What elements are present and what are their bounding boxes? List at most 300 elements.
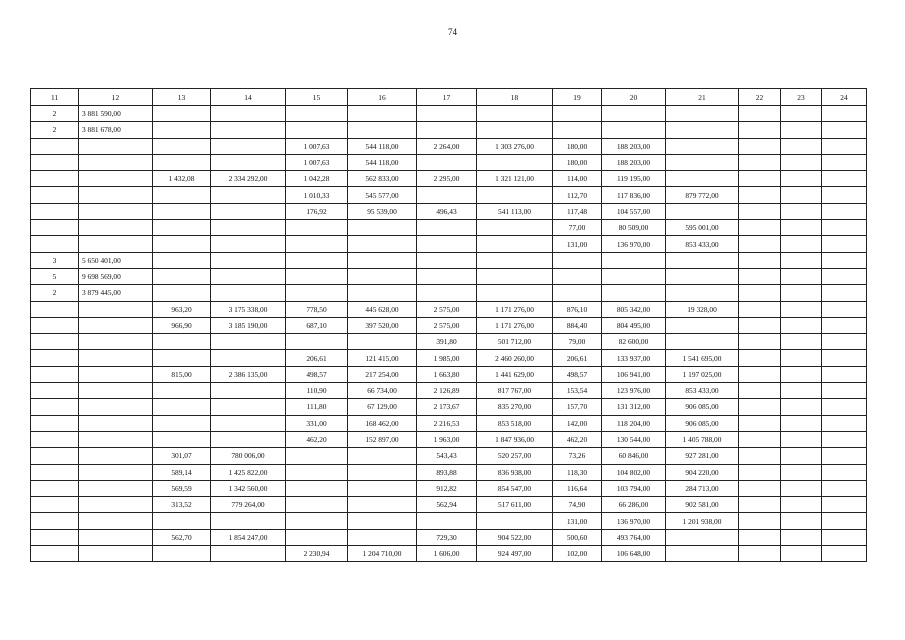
- table-cell: [153, 203, 211, 219]
- table-cell: 496,43: [417, 203, 477, 219]
- table-cell: [31, 138, 79, 154]
- table-cell: 562,70: [153, 529, 211, 545]
- table-cell: [348, 497, 417, 513]
- table-cell: [822, 106, 867, 122]
- table-cell: [286, 464, 348, 480]
- table-cell: [31, 513, 79, 529]
- table-cell: [348, 220, 417, 236]
- table-cell: [286, 334, 348, 350]
- table-cell: [153, 513, 211, 529]
- table-cell: [31, 399, 79, 415]
- table-cell: [781, 122, 822, 138]
- table-cell: 817 767,00: [477, 383, 553, 399]
- table-cell: [781, 334, 822, 350]
- table-cell: 562,94: [417, 497, 477, 513]
- table-cell: [348, 334, 417, 350]
- table-cell: [79, 236, 153, 252]
- table-cell: [739, 415, 781, 431]
- table-cell: [822, 220, 867, 236]
- table-cell: 779 264,00: [211, 497, 286, 513]
- table-cell: [79, 301, 153, 317]
- table-cell: 1 985,00: [417, 350, 477, 366]
- table-cell: 180,00: [553, 138, 602, 154]
- table-cell: 153,54: [553, 383, 602, 399]
- table-cell: [602, 106, 666, 122]
- table-cell: [211, 187, 286, 203]
- table-cell: [286, 106, 348, 122]
- table-cell: 114,00: [553, 171, 602, 187]
- table-cell: [79, 529, 153, 545]
- table-cell: 1 663,80: [417, 366, 477, 382]
- table-cell: [602, 268, 666, 284]
- column-header: 18: [477, 89, 553, 106]
- table-cell: 119 195,00: [602, 171, 666, 187]
- table-cell: 284 713,00: [666, 480, 739, 496]
- table-cell: 1 342 560,00: [211, 480, 286, 496]
- table-cell: [739, 448, 781, 464]
- table-cell: 3 175 338,00: [211, 301, 286, 317]
- table-cell: [31, 203, 79, 219]
- table-cell: [822, 236, 867, 252]
- table-cell: [602, 252, 666, 268]
- column-header: 12: [79, 89, 153, 106]
- table-cell: [79, 350, 153, 366]
- table-cell: [31, 383, 79, 399]
- table-cell: 1 204 710,00: [348, 546, 417, 562]
- table-cell: [781, 464, 822, 480]
- table-cell: [79, 415, 153, 431]
- table-cell: [781, 268, 822, 284]
- table-cell: 118,30: [553, 464, 602, 480]
- table-cell: 176,92: [286, 203, 348, 219]
- table-cell: [739, 138, 781, 154]
- table-cell: 2 126,89: [417, 383, 477, 399]
- table-cell: [822, 399, 867, 415]
- table-cell: [822, 415, 867, 431]
- table-cell: [822, 122, 867, 138]
- table-cell: 500,60: [553, 529, 602, 545]
- table-cell: [739, 350, 781, 366]
- table-cell: 3 879 445,00: [79, 285, 153, 301]
- table-cell: [211, 106, 286, 122]
- table-row: [31, 350, 867, 366]
- table-cell: [79, 154, 153, 170]
- table-cell: 397 520,00: [348, 317, 417, 333]
- table-cell: [739, 399, 781, 415]
- table-row: [31, 171, 867, 187]
- table-cell: [781, 106, 822, 122]
- table-cell: [153, 350, 211, 366]
- column-header: 19: [553, 89, 602, 106]
- table-cell: 131,00: [553, 236, 602, 252]
- table-cell: [211, 513, 286, 529]
- table-cell: [153, 285, 211, 301]
- table-row: [31, 529, 867, 545]
- table-cell: [286, 513, 348, 529]
- table-cell: 180,00: [553, 154, 602, 170]
- table-cell: [31, 171, 79, 187]
- table-cell: [553, 122, 602, 138]
- table-row: [31, 383, 867, 399]
- table-cell: 67 129,00: [348, 399, 417, 415]
- table-cell: [153, 383, 211, 399]
- table-cell: 1 171 276,00: [477, 317, 553, 333]
- table-cell: [666, 154, 739, 170]
- table-cell: 301,07: [153, 448, 211, 464]
- table-row: [31, 546, 867, 562]
- table-cell: [31, 415, 79, 431]
- table-cell: 815,00: [153, 366, 211, 382]
- table-cell: [781, 431, 822, 447]
- table-cell: [31, 317, 79, 333]
- table-cell: [666, 268, 739, 284]
- table-cell: 104 802,00: [602, 464, 666, 480]
- table-cell: 9 698 569,00: [79, 268, 153, 284]
- table-row: [31, 334, 867, 350]
- table-cell: 2 264,00: [417, 138, 477, 154]
- table-cell: [666, 122, 739, 138]
- table-cell: [31, 480, 79, 496]
- table-cell: [211, 399, 286, 415]
- table-cell: [348, 106, 417, 122]
- table-cell: [348, 513, 417, 529]
- data-table: [30, 88, 867, 562]
- table-cell: [153, 268, 211, 284]
- table-cell: [739, 546, 781, 562]
- table-cell: 902 581,00: [666, 497, 739, 513]
- table-cell: [286, 497, 348, 513]
- table-cell: [602, 122, 666, 138]
- table-cell: 445 628,00: [348, 301, 417, 317]
- table-cell: [822, 301, 867, 317]
- table-cell: [781, 154, 822, 170]
- table-cell: 2 334 292,00: [211, 171, 286, 187]
- table-cell: [31, 546, 79, 562]
- table-cell: 569,59: [153, 480, 211, 496]
- column-header: 13: [153, 89, 211, 106]
- table-cell: [79, 171, 153, 187]
- table-cell: [286, 529, 348, 545]
- table-cell: [31, 334, 79, 350]
- table-cell: [31, 464, 79, 480]
- table-cell: 168 462,00: [348, 415, 417, 431]
- table-cell: [822, 366, 867, 382]
- table-cell: [739, 317, 781, 333]
- table-cell: 778,50: [286, 301, 348, 317]
- table-cell: [153, 334, 211, 350]
- table-cell: 2: [31, 106, 79, 122]
- table-cell: [781, 383, 822, 399]
- table-cell: [211, 350, 286, 366]
- table-cell: [822, 171, 867, 187]
- table-cell: 1 321 121,00: [477, 171, 553, 187]
- table-cell: 1 606,00: [417, 546, 477, 562]
- table-cell: [739, 106, 781, 122]
- table-cell: 82 600,00: [602, 334, 666, 350]
- table-cell: [822, 252, 867, 268]
- table-cell: [822, 448, 867, 464]
- table-cell: [348, 236, 417, 252]
- table-cell: [477, 154, 553, 170]
- table-cell: [781, 203, 822, 219]
- table-cell: 876,10: [553, 301, 602, 317]
- table-cell: [153, 431, 211, 447]
- table-cell: 853 518,00: [477, 415, 553, 431]
- table-cell: [739, 431, 781, 447]
- table-cell: [477, 187, 553, 203]
- table-cell: 2 295,00: [417, 171, 477, 187]
- table-cell: [286, 122, 348, 138]
- table-cell: 1 303 276,00: [477, 138, 553, 154]
- table-cell: 391,80: [417, 334, 477, 350]
- table-cell: 498,57: [553, 366, 602, 382]
- table-cell: [666, 317, 739, 333]
- table-cell: 836 938,00: [477, 464, 553, 480]
- table-cell: 805 342,00: [602, 301, 666, 317]
- table-cell: [31, 187, 79, 203]
- table-cell: 206,61: [553, 350, 602, 366]
- table-row: [31, 220, 867, 236]
- table-row: [31, 366, 867, 382]
- column-header: 20: [602, 89, 666, 106]
- table-cell: [781, 171, 822, 187]
- table-cell: 152 897,00: [348, 431, 417, 447]
- table-cell: [822, 268, 867, 284]
- table-cell: [79, 220, 153, 236]
- table-cell: [739, 529, 781, 545]
- table-cell: [31, 529, 79, 545]
- table-cell: [666, 252, 739, 268]
- table-cell: [781, 220, 822, 236]
- table-cell: 543,43: [417, 448, 477, 464]
- table-cell: [153, 415, 211, 431]
- table-cell: [781, 301, 822, 317]
- table-cell: 95 539,00: [348, 203, 417, 219]
- column-header: 15: [286, 89, 348, 106]
- table-cell: 188 203,00: [602, 154, 666, 170]
- table-cell: [211, 383, 286, 399]
- table-cell: [211, 122, 286, 138]
- table-cell: 106 941,00: [602, 366, 666, 382]
- table-cell: 3 185 190,00: [211, 317, 286, 333]
- table-cell: [348, 480, 417, 496]
- table-cell: 1 441 629,00: [477, 366, 553, 382]
- table-cell: 206,61: [286, 350, 348, 366]
- table-cell: 517 611,00: [477, 497, 553, 513]
- table-cell: 2 460 260,00: [477, 350, 553, 366]
- table-cell: 123 976,00: [602, 383, 666, 399]
- table-cell: [477, 252, 553, 268]
- table-cell: [348, 252, 417, 268]
- table-cell: [666, 138, 739, 154]
- table-cell: [211, 220, 286, 236]
- table-cell: [79, 513, 153, 529]
- table-cell: [822, 497, 867, 513]
- table-cell: [781, 317, 822, 333]
- table-cell: [417, 220, 477, 236]
- table-cell: 74,90: [553, 497, 602, 513]
- table-cell: 104 557,00: [602, 203, 666, 219]
- table-cell: [79, 546, 153, 562]
- table-cell: 2 386 135,00: [211, 366, 286, 382]
- table-cell: 687,10: [286, 317, 348, 333]
- table-row: [31, 203, 867, 219]
- table-cell: [211, 415, 286, 431]
- column-header: 23: [781, 89, 822, 106]
- table-cell: [477, 268, 553, 284]
- table-cell: 217 254,00: [348, 366, 417, 382]
- table-cell: [348, 268, 417, 284]
- table-cell: 1 042,28: [286, 171, 348, 187]
- table-row: [31, 252, 867, 268]
- column-header: 22: [739, 89, 781, 106]
- table-cell: [739, 252, 781, 268]
- table-cell: 1 201 938,00: [666, 513, 739, 529]
- table-cell: [739, 497, 781, 513]
- table-cell: [79, 187, 153, 203]
- table-cell: [31, 301, 79, 317]
- table-cell: [153, 138, 211, 154]
- table-cell: [417, 236, 477, 252]
- table-cell: [666, 171, 739, 187]
- table-cell: [31, 366, 79, 382]
- table-cell: 5 650 401,00: [79, 252, 153, 268]
- table-cell: [739, 513, 781, 529]
- column-header: 24: [822, 89, 867, 106]
- table-cell: [79, 497, 153, 513]
- table-cell: [286, 480, 348, 496]
- table-row: [31, 236, 867, 252]
- table-cell: 966,90: [153, 317, 211, 333]
- table-cell: [781, 366, 822, 382]
- table-row: [31, 154, 867, 170]
- table-row: [31, 497, 867, 513]
- table-cell: [31, 350, 79, 366]
- table-row: [31, 106, 867, 122]
- table-cell: 2: [31, 122, 79, 138]
- table-cell: 19 328,00: [666, 301, 739, 317]
- table-cell: [211, 252, 286, 268]
- table-cell: [822, 431, 867, 447]
- table-cell: [739, 383, 781, 399]
- table-cell: 924 497,00: [477, 546, 553, 562]
- table-cell: [822, 334, 867, 350]
- table-cell: [477, 513, 553, 529]
- table-cell: [286, 268, 348, 284]
- table-cell: [739, 464, 781, 480]
- table-cell: 2 575,00: [417, 301, 477, 317]
- table-cell: 893,88: [417, 464, 477, 480]
- table-cell: [739, 334, 781, 350]
- table-cell: [477, 122, 553, 138]
- table-row: [31, 415, 867, 431]
- table-cell: [79, 464, 153, 480]
- table-row: [31, 399, 867, 415]
- table-cell: [348, 285, 417, 301]
- table-cell: [781, 415, 822, 431]
- table-cell: 493 764,00: [602, 529, 666, 545]
- table-cell: [781, 399, 822, 415]
- table-cell: [822, 464, 867, 480]
- table-cell: [153, 122, 211, 138]
- table-cell: 804 495,00: [602, 317, 666, 333]
- table-cell: [781, 529, 822, 545]
- table-cell: 1 197 025,00: [666, 366, 739, 382]
- table-cell: [79, 431, 153, 447]
- table-cell: 66 286,00: [602, 497, 666, 513]
- table-cell: 136 970,00: [602, 236, 666, 252]
- table-cell: [417, 187, 477, 203]
- column-header: 16: [348, 89, 417, 106]
- table-cell: [211, 203, 286, 219]
- table-cell: 1 007,63: [286, 138, 348, 154]
- table-cell: 157,70: [553, 399, 602, 415]
- table-cell: [739, 366, 781, 382]
- table-cell: 835 270,00: [477, 399, 553, 415]
- table-cell: [781, 350, 822, 366]
- table-cell: [739, 268, 781, 284]
- table-cell: [286, 236, 348, 252]
- table-cell: 545 577,00: [348, 187, 417, 203]
- table-cell: [211, 154, 286, 170]
- table-cell: [739, 236, 781, 252]
- table-cell: 1 963,00: [417, 431, 477, 447]
- table-cell: 118 204,00: [602, 415, 666, 431]
- table-cell: [822, 546, 867, 562]
- table-row: [31, 268, 867, 284]
- table-cell: 117,48: [553, 203, 602, 219]
- table-row: [31, 431, 867, 447]
- table-cell: 313,52: [153, 497, 211, 513]
- table-body: [31, 106, 867, 562]
- table-cell: [211, 138, 286, 154]
- table-cell: [781, 513, 822, 529]
- table-cell: [477, 106, 553, 122]
- table-cell: [417, 154, 477, 170]
- table-cell: [781, 285, 822, 301]
- table-cell: [553, 252, 602, 268]
- table-cell: [79, 448, 153, 464]
- table-cell: [477, 285, 553, 301]
- table-row: [31, 464, 867, 480]
- table-cell: [666, 285, 739, 301]
- table-cell: 112,70: [553, 187, 602, 203]
- table-cell: 853 433,00: [666, 236, 739, 252]
- table-cell: 595 001,00: [666, 220, 739, 236]
- table-cell: [286, 448, 348, 464]
- table-cell: 121 415,00: [348, 350, 417, 366]
- table-cell: [477, 236, 553, 252]
- table-cell: [79, 399, 153, 415]
- table-cell: [79, 203, 153, 219]
- table-cell: [739, 171, 781, 187]
- table-row: [31, 301, 867, 317]
- table-cell: [822, 383, 867, 399]
- table-cell: 73,26: [553, 448, 602, 464]
- table-cell: 541 113,00: [477, 203, 553, 219]
- table-cell: 520 257,00: [477, 448, 553, 464]
- table-cell: [211, 236, 286, 252]
- table-cell: [822, 350, 867, 366]
- table-cell: 1 171 276,00: [477, 301, 553, 317]
- table-cell: 331,00: [286, 415, 348, 431]
- table-cell: 5: [31, 268, 79, 284]
- table-cell: 2: [31, 285, 79, 301]
- table-row: [31, 480, 867, 496]
- table-cell: [417, 268, 477, 284]
- table-cell: [211, 546, 286, 562]
- table-cell: 66 734,00: [348, 383, 417, 399]
